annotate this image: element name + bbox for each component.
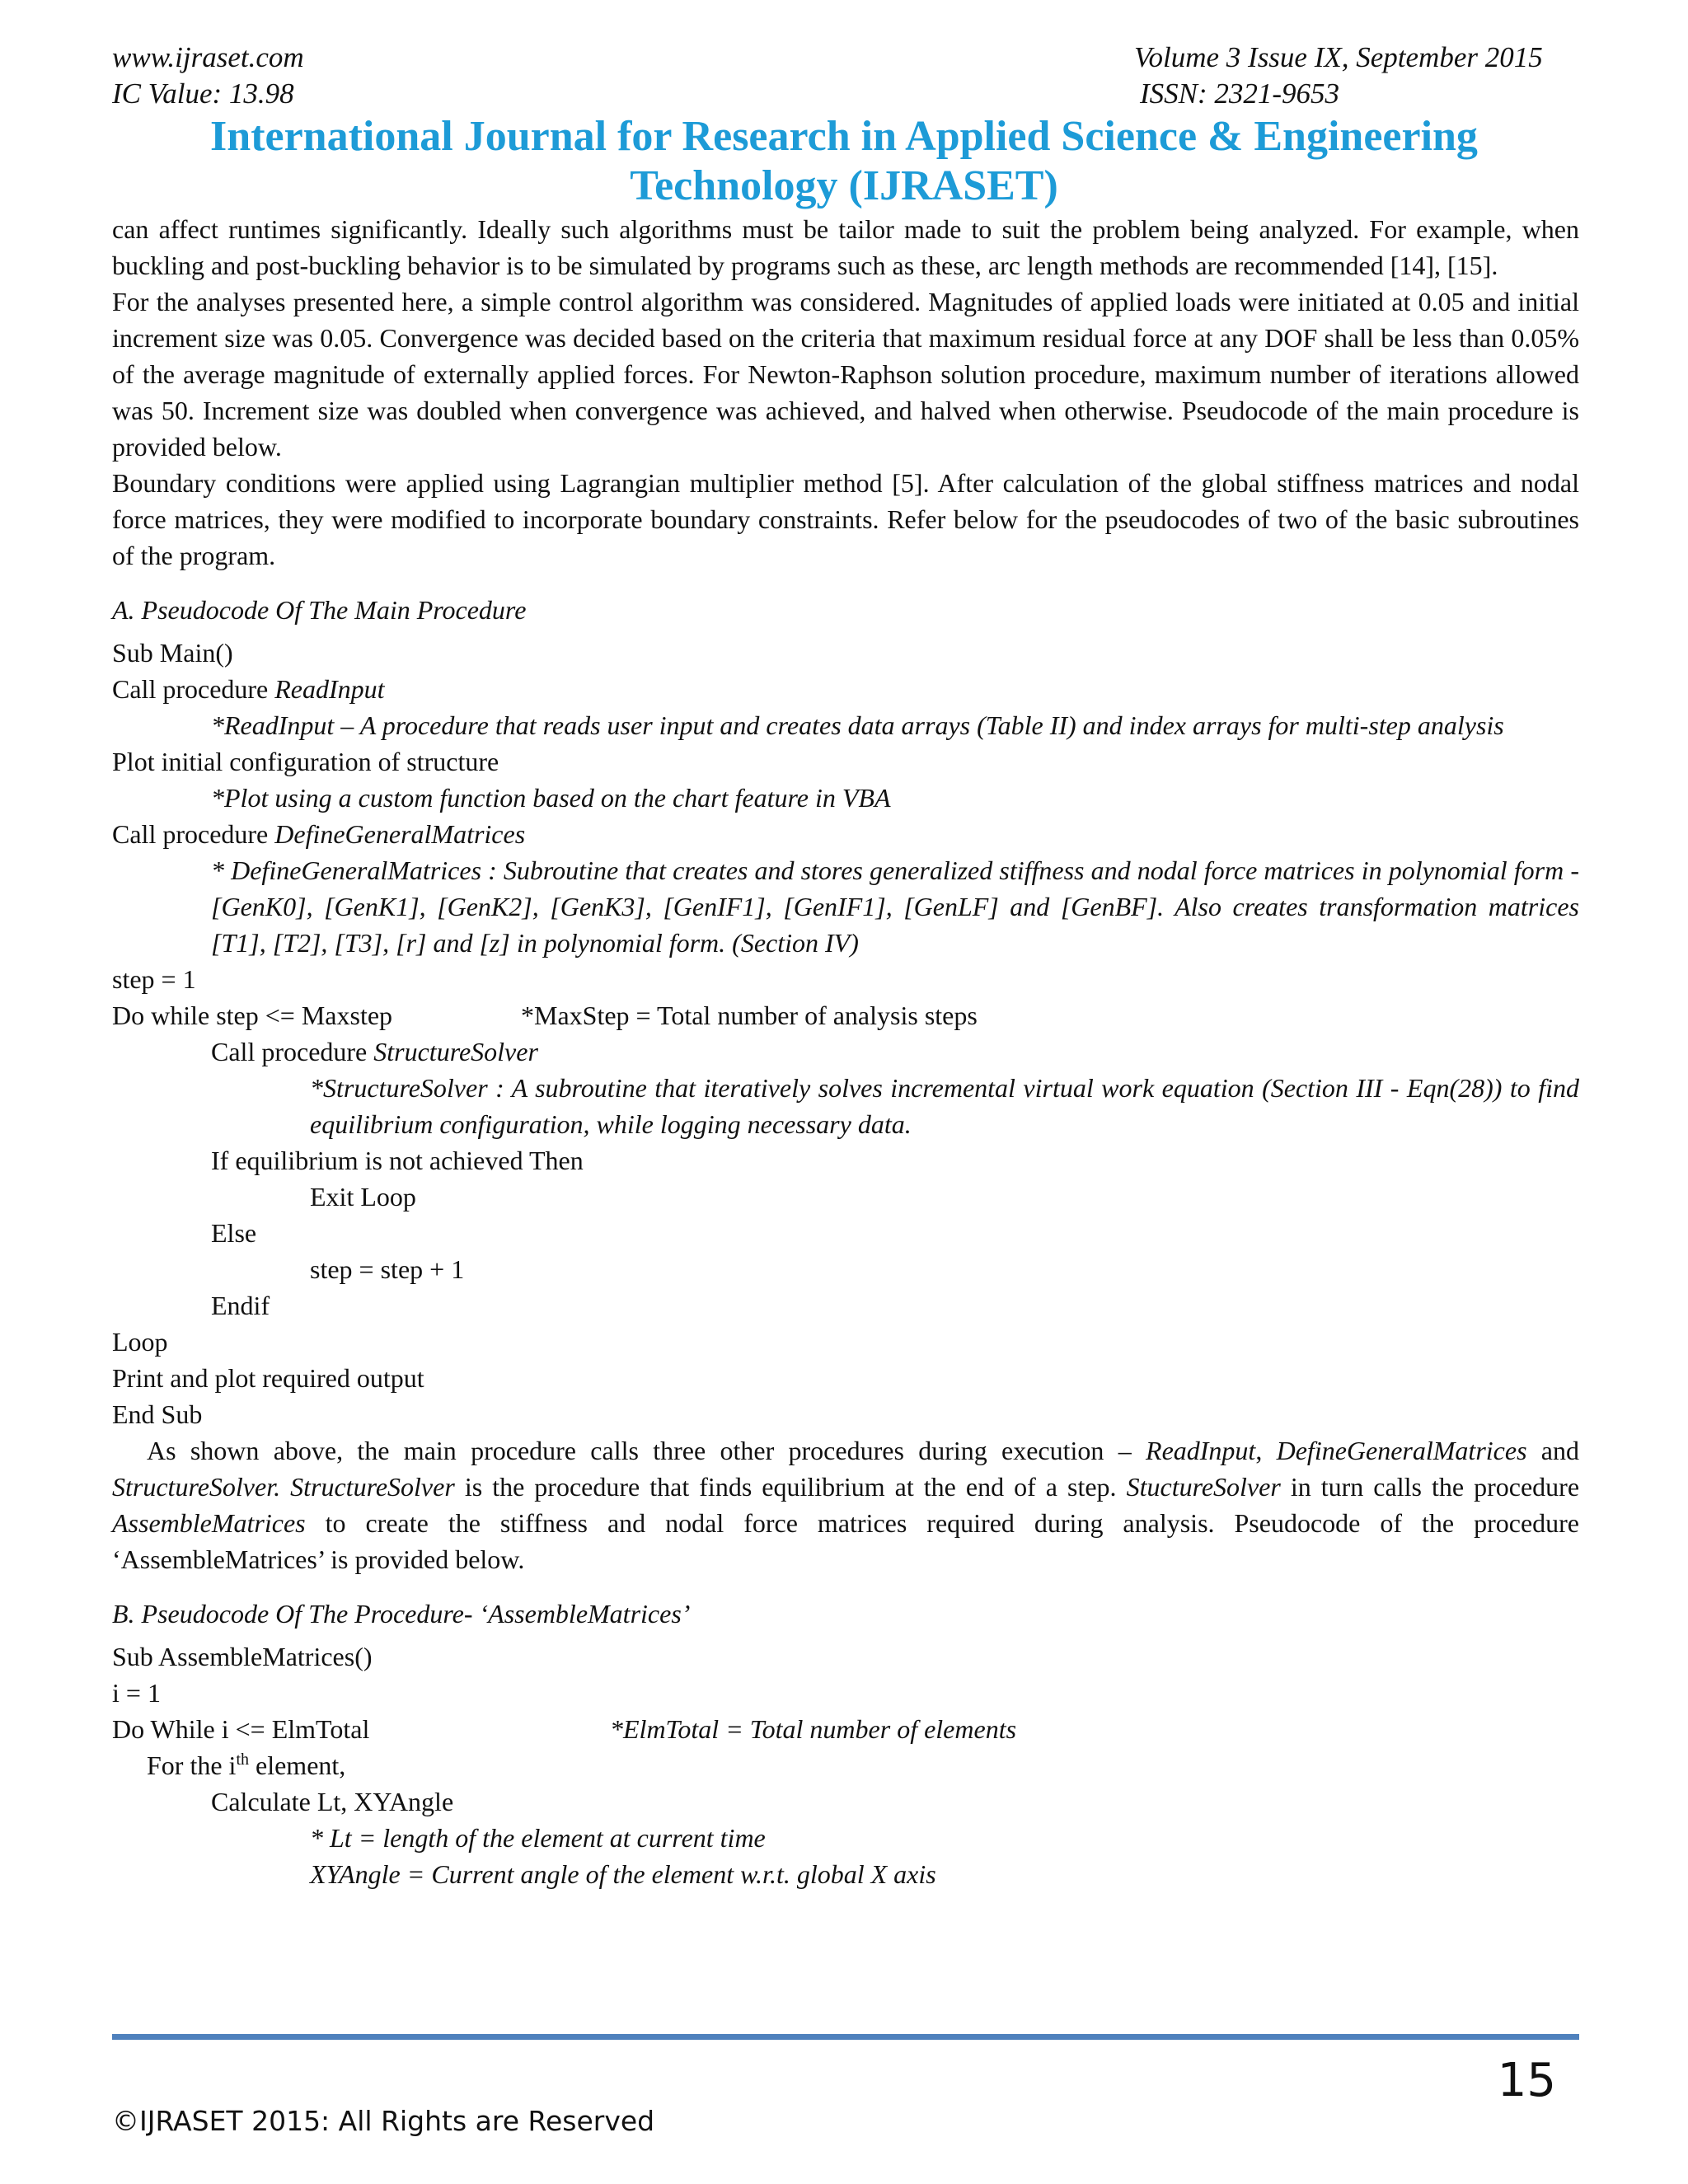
code-text: Call procedure — [112, 819, 275, 849]
paragraph-3: Boundary conditions were applied using Lagrangian multiplier method [5]. After calculation of the global stiffness matrices and nodal force matrices, they were modified to incorporate boundary constraints. Refer below for the pseudocodes of two of the basic subroutines of the program. — [112, 468, 1579, 570]
footer-divider — [112, 2034, 1579, 2040]
code-text: Call procedure — [211, 1037, 374, 1066]
code-line: Sub Main() — [112, 638, 233, 668]
code-comment-inline: *MaxStep = Total number of analysis steps — [521, 1001, 978, 1030]
code-line — [112, 1711, 1579, 1747]
ic-value: IC Value: 13.98 — [112, 77, 294, 110]
code-line: Else — [211, 1218, 257, 1248]
volume-issue: Volume 3 Issue IX, September 2015 — [1134, 41, 1543, 73]
code-comment: * Lt = length of the element at current time — [310, 1823, 766, 1853]
pseudocode-assemble — [112, 1638, 1579, 1892]
code-procedure-name: ReadInput — [274, 674, 385, 704]
text-run: in turn calls the procedure — [1280, 1472, 1580, 1502]
code-line: step = step + 1 — [310, 1254, 465, 1284]
code-line: Sub AssembleMatrices() — [112, 1642, 373, 1671]
code-line: Endif — [211, 1291, 270, 1320]
paragraph-2: For the analyses presented here, a simple control algorithm was considered. Magnitudes of applied loads were initiated at 0.05 and initial increment size was 0.05. Convergence was decided based on the criteria that maximum residual force at any DOF shall be less than 0.05% of the average magnitude of externally applied forces. For Newton-Raphson solution procedure, maximum number of iterations allowed was 50. Increment size was doubled when convergence was achieved, and halved when otherwise. Pseudocode of the main procedure is provided below. — [112, 287, 1579, 462]
code-text: Do While i <= ElmTotal — [112, 1714, 370, 1744]
code-comment-inline: *ElmTotal = Total number of elements — [610, 1714, 1017, 1744]
procedure-name: StructureSolver. StructureSolver — [112, 1472, 455, 1502]
code-comment: *StructureSolver : A subroutine that iteratively solves incremental virtual work equation (Section III - Eqn(28)) to find equilibrium configuration, while logging necessary data. — [310, 1073, 1579, 1139]
code-procedure-name: DefineGeneralMatrices — [274, 819, 526, 849]
code-text: For the i — [147, 1750, 237, 1780]
paragraph-1: can affect runtimes significantly. Ideally such algorithms must be tailor made to suit the problem being analyzed. For example, when buckling and post-buckling behavior is to be simulated by programs such as these, arc length methods are recommended [14], [15]. — [112, 214, 1579, 280]
code-line: Loop — [112, 1327, 168, 1357]
code-line: Print and plot required output — [112, 1363, 424, 1393]
code-line — [112, 997, 1579, 1033]
journal-title-line1: International Journal for Research in Applied Science & Engineering — [210, 113, 1478, 160]
text-run: As shown above, the main procedure calls three other procedures during execution – — [147, 1436, 1146, 1465]
procedure-name: DefineGeneralMatrices — [1276, 1436, 1527, 1465]
text-run: to create the stiffness and nodal force matrices required during analysis. Pseudocode of the procedure ‘AssembleMatrices’ is provided below. — [112, 1508, 1579, 1574]
code-comment: XYAngle = Current angle of the element w.r.t. global X axis — [310, 1859, 936, 1889]
section-heading-b: B. Pseudocode Of The Procedure- ‘AssembleMatrices’ — [112, 1599, 691, 1629]
code-text: Call procedure — [112, 674, 275, 704]
code-line — [112, 1747, 1579, 1783]
issn: ISSN: 2321-9653 — [1140, 77, 1340, 110]
text-run: is the procedure that finds equilibrium at the end of a step. — [454, 1472, 1127, 1502]
pseudocode-main — [112, 635, 1579, 1432]
code-line: step = 1 — [112, 964, 196, 994]
superscript: th — [236, 1750, 249, 1769]
code-line — [112, 1033, 1579, 1070]
code-comment: *Plot using a custom function based on the chart feature in VBA — [211, 783, 891, 813]
code-text: element, — [249, 1750, 346, 1780]
page-number: 15 — [1497, 2054, 1556, 2107]
code-line: If equilibrium is not achieved Then — [211, 1146, 584, 1175]
paragraph-4 — [112, 1432, 1579, 1577]
journal-title-line2: Technology (IJRASET) — [630, 162, 1058, 209]
code-procedure-name: StructureSolver — [373, 1037, 538, 1066]
text-run: , — [1255, 1436, 1277, 1465]
journal-website: www.ijraset.com — [112, 41, 304, 73]
section-heading-a: A. Pseudocode Of The Main Procedure — [112, 595, 527, 625]
code-line: Calculate Lt, XYAngle — [211, 1787, 454, 1816]
code-text: Do while step <= Maxstep — [112, 1001, 393, 1030]
code-line: Exit Loop — [310, 1182, 416, 1212]
code-line — [112, 671, 1579, 707]
code-line: i = 1 — [112, 1678, 161, 1708]
copyright-notice: ©IJRASET 2015: All Rights are Reserved — [112, 2105, 655, 2137]
code-line: Plot initial configuration of structure — [112, 747, 499, 776]
code-comment: *ReadInput – A procedure that reads user input and creates data arrays (Table II) and index arrays for multi-step analysis — [211, 710, 1504, 740]
procedure-name: ReadInput — [1146, 1436, 1256, 1465]
code-line: End Sub — [112, 1399, 203, 1429]
text-run: and — [1526, 1436, 1580, 1465]
procedure-name: StuctureSolver — [1126, 1472, 1281, 1502]
code-comment: * DefineGeneralMatrices : Subroutine that creates and stores generalized stiffness and nodal force matrices in polynomial form - [GenK0], [GenK1], [GenK2], [GenK3], [GenIF1], [GenIF1], [GenLF] and [GenBF]. Also creates transformation matrices [T1], [T2], [T3], [r] and [z] in polynomial form. (Section IV) — [211, 855, 1579, 958]
page-content — [112, 211, 1579, 1892]
code-line — [112, 816, 1579, 852]
procedure-name: AssembleMatrices — [112, 1508, 306, 1538]
